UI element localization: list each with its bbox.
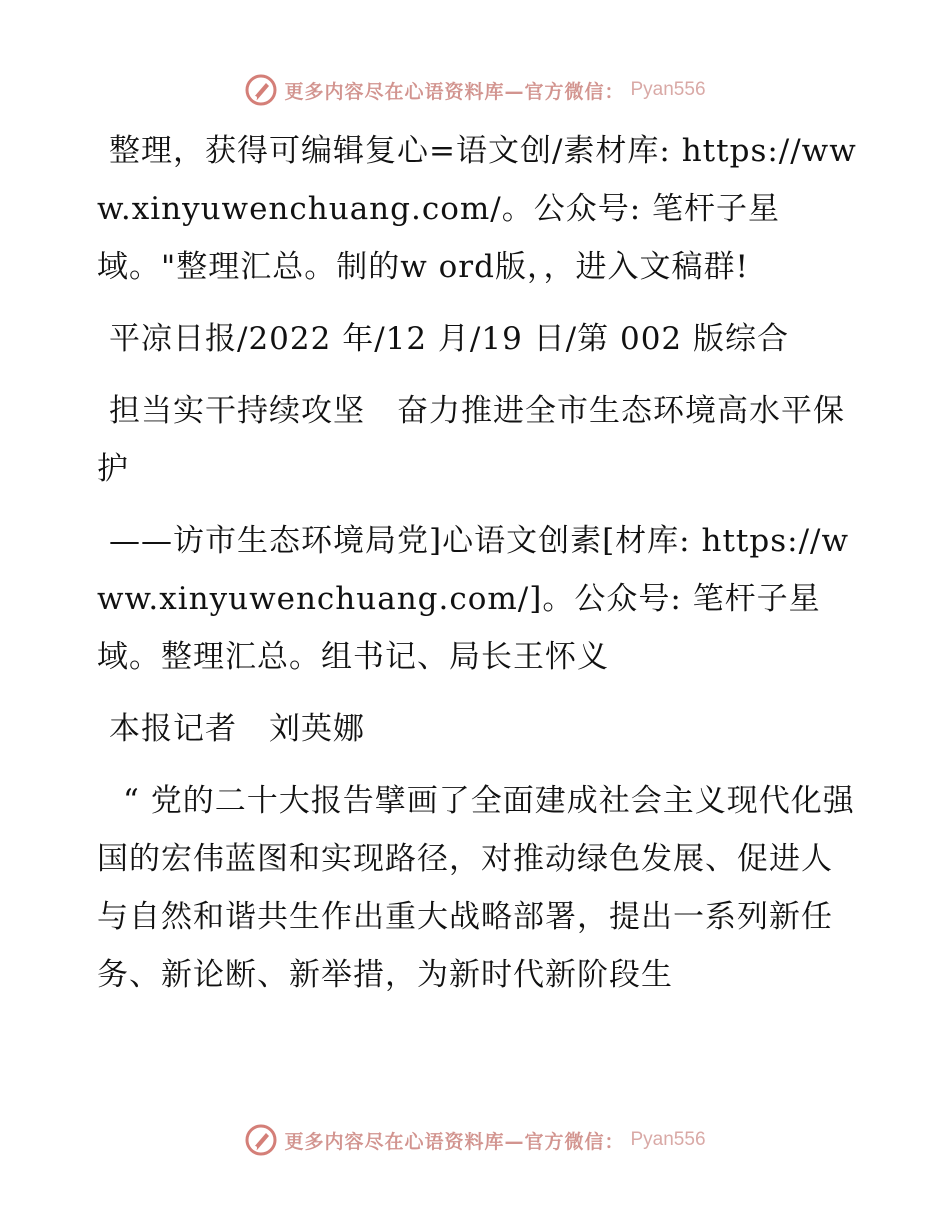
article-subtitle: ——访市生态环境局党]心语文创素[材库: https://www.xinyuwenchuang.com/]。公众号: 笔杆子星域。整理汇总。组书记、局长王怀义	[97, 523, 849, 675]
byline: 本报记者 刘英娜	[109, 711, 365, 747]
watermark-contact: Pyan556	[630, 79, 706, 100]
intro-paragraph: 整理，获得可编辑复心=语文创/素材库: https://www.xinyuwenchuang.com/。公众号: 笔杆子星域。"整理汇总。制的w ord版，，进入文稿群!	[97, 133, 857, 285]
watermark-text: 更多内容尽在心语资料库—官方微信：	[284, 1130, 625, 1153]
publication-line: 平凉日报/2022 年/12 月/19 日/第 002 版综合	[109, 321, 790, 357]
pen-logo-icon	[244, 1123, 278, 1157]
watermark-text: 更多内容尽在心语资料库—官方微信：	[284, 80, 625, 103]
document-body	[97, 122, 857, 1004]
footer-watermark	[0, 1120, 950, 1160]
pen-logo-icon	[244, 73, 278, 107]
header-watermark	[0, 70, 950, 110]
watermark-contact: Pyan556	[630, 1129, 706, 1150]
article-title: 担当实干持续攻坚 奋力推进全市生态环境高水平保护	[97, 393, 845, 487]
body-paragraph: “ 党的二十大报告擘画了全面建成社会主义现代化强国的宏伟蓝图和实现路径，对推动绿色发展、促进人与自然和谐共生作出重大战略部署，提出一系列新任务、新论断、新举措，为新时代新阶段生	[97, 783, 855, 993]
